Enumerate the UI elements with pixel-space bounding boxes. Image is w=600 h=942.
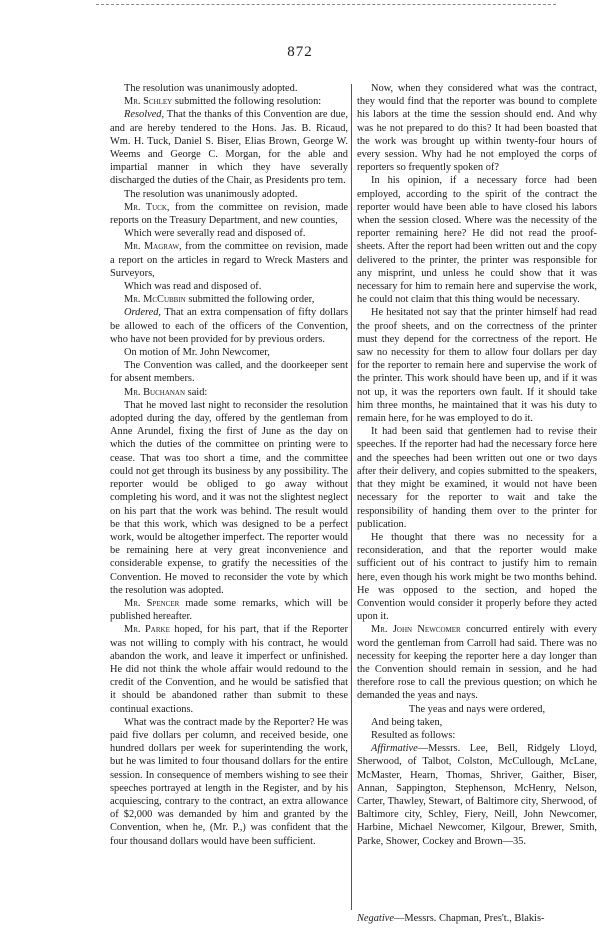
left-column: [110, 82, 348, 848]
paragraph: Mr. Tuck, from the committee on revision, made reports on the Treasury Department, and new counties,: [110, 201, 349, 227]
paragraph: What was the contract made by the Reporter? He was paid five dollars per column, and received beside, one hundred dollars per week for superintending the work, but he was limited to four thousand dollars for the entire session. In consequence of members wishing to see their speeches portrayed at length in the Register, and by his acquiescing, contrary to the contract, an extra allowance of $2,000 was demanded by him and granted by the Convention, when he, (Mr. P.,) was confident that the four thousand dollars would have been sufficient.: [110, 716, 348, 847]
paragraph: Mr. Spencer made some remarks, which will be published hereafter.: [110, 597, 348, 623]
right-column: [357, 82, 597, 848]
column-divider: [351, 84, 352, 910]
paragraph: That he moved last night to reconsider the resolution adopted during the day, offered by the gentleman from Anne Arundel, fixing the first of June as the day on which the duties of the committee on printing were to cease. That was too short a time, and the committee could not get through its business by any possibility. The reporter would be obliged to go away without completing his word, and it was not the slightest neglect on his part that the work was behind. The result would be that this work, which was designed to be a perfect work, would be altogether imperfect. The reporter would be remaining here at very great inconvenience and considerable expense, to gratify the necessities of the Convention. He moved to reconsider the vote by which the resolution was adopted.: [110, 399, 348, 596]
paragraph: The resolution was unanimously adopted.: [124, 188, 298, 200]
paragraph: Which was read and disposed of.: [124, 281, 262, 293]
paragraph: He thought that there was no necessity for a reconsideration, and that the reporter would make sufficient out of his contract to justify him to remain here, even though his work might be two months behind. He was opposed to the section, and hoped the Convention would consider it properly before they acted upon it.: [357, 531, 597, 623]
paragraph: Now, when they considered what was the contract, they would find that the reporter was bound to complete his labors at the time the session should end. And why was he not prepared to do this? It had been boasted that the work was brought up within twenty-four hours of every session. Why had he not employed the corps of reporters so frequently spoken of?: [357, 83, 597, 174]
paragraph: Which were severally read and disposed of.: [124, 228, 306, 240]
paragraph: Mr. McCubbin submitted the following order,: [124, 294, 315, 306]
paragraph: The yeas and nays were ordered,: [408, 703, 546, 715]
paragraph: Mr. Schley submitted the following resolution:: [124, 96, 322, 108]
paragraph: The Convention was called, and the doorkeeper sent for absent members.: [110, 360, 348, 385]
page-number: 872: [287, 44, 313, 60]
paragraph: It had been said that gentlemen had to revise their speeches. If the reporter had had the necessary force here and the speeches had been written out one or two days after their delivery, and copies submitted to the speakers, that they might be examined, it would not have been necessary for the reporter to wait and take the responsibility of handing them over to the printer for publication.: [357, 426, 597, 530]
paragraph: Resulted as follows:: [371, 729, 456, 741]
paragraph: Mr. John Newcomer concurred entirely with every word the gentleman from Carroll had said. There was no necessity for keeping the reporter here a day longer than the Convention should remain in session, and he had therefore rose to call the previous question; on which he demanded the yeas and nays.: [357, 624, 597, 702]
paragraph: He hesitated not say that the printer himself had read the proof sheets, and on the correctness of the printer must they depend for the correctness of the report. He saw no necessity for them to allow four dollars per day for the reporter to remain here and supervise the work of the printer. This work should have been up, and if it was not up, it was the reporters own fault. If it should take him three months, he maintained that it was his duty to remain here, for he was employed to do it.: [357, 307, 597, 425]
top-rule: [96, 4, 556, 5]
paragraph: Mr. Magraw, from the committee on revision, made a report on the articles in regard to Wreck Masters and Surveyors,: [110, 241, 348, 279]
paragraph: Ordered, That an extra compensation of fifty dollars be allowed to each of the officers of the Convention, who have not been provided for by previous orders.: [110, 307, 348, 345]
paragraph: And being taken,: [371, 716, 443, 728]
paragraph: Mr. Parke hoped, for his part, that if the Reporter was not willing to comply with his contract, he would abandon the work, and leave it imperfect or unfinished. He did not think the whole affair would redound to the credit of the Convention, and he would be satisfied that it should be abandoned rather than submit to these continual exactions.: [110, 624, 348, 715]
paragraph: On motion of Mr. John Newcomer,: [124, 347, 270, 359]
paragraph: Mr. Buchanan said:: [124, 386, 208, 398]
paragraph: Affirmative—Messrs. Lee, Bell, Ridgely Lloyd, Sherwood, of Talbot, Colston, McCullough, McLane, McMaster, Hearn, Thomas, Shriver, Gaither, Biser, Annan, Sappington, Stephenson, McHenry, Nelson, Carter, Thawley, Stewart, of Baltimore city, Sherwood, of Baltimore city, Schley, Fiery, Neill, John Newcomer, Harbine, Michael Newcomer, Kilgour, Brewer, Smith, Parke, Shower, Cockey and Brown—35.: [357, 743, 597, 847]
paragraph: Resolved, That the thanks of this Convention are due, and are hereby tendered to the Hons. Jas. B. Ricaud, Wm. H. Tuck, Daniel S. Biser, Elias Brown, George W. Weems and George C. Morgan, for the able and impartial manner in which they have severally discharged the duties of the Chair, as Presidents pro tem.: [110, 109, 348, 187]
paragraph: The resolution was unanimously adopted.: [124, 83, 298, 94]
paragraph: In his opinion, if a necessary force had been employed, according to the spirit of the contract the reporter would have been able to have closed his labors when the session closed. Where was the necessity of the reporter remaining here? He did not read the proof-sheets. After the report had been written out and the copy delivered to the printer, the printer was responsible for any misprint, und unless he could show that it was necessary for him to remain here and supervise the work, he could not claim that this thing would be necessary.: [357, 175, 597, 306]
negative-vote-line: Negative—Messrs. Chapman, Pres't., Blakis-: [357, 913, 545, 924]
